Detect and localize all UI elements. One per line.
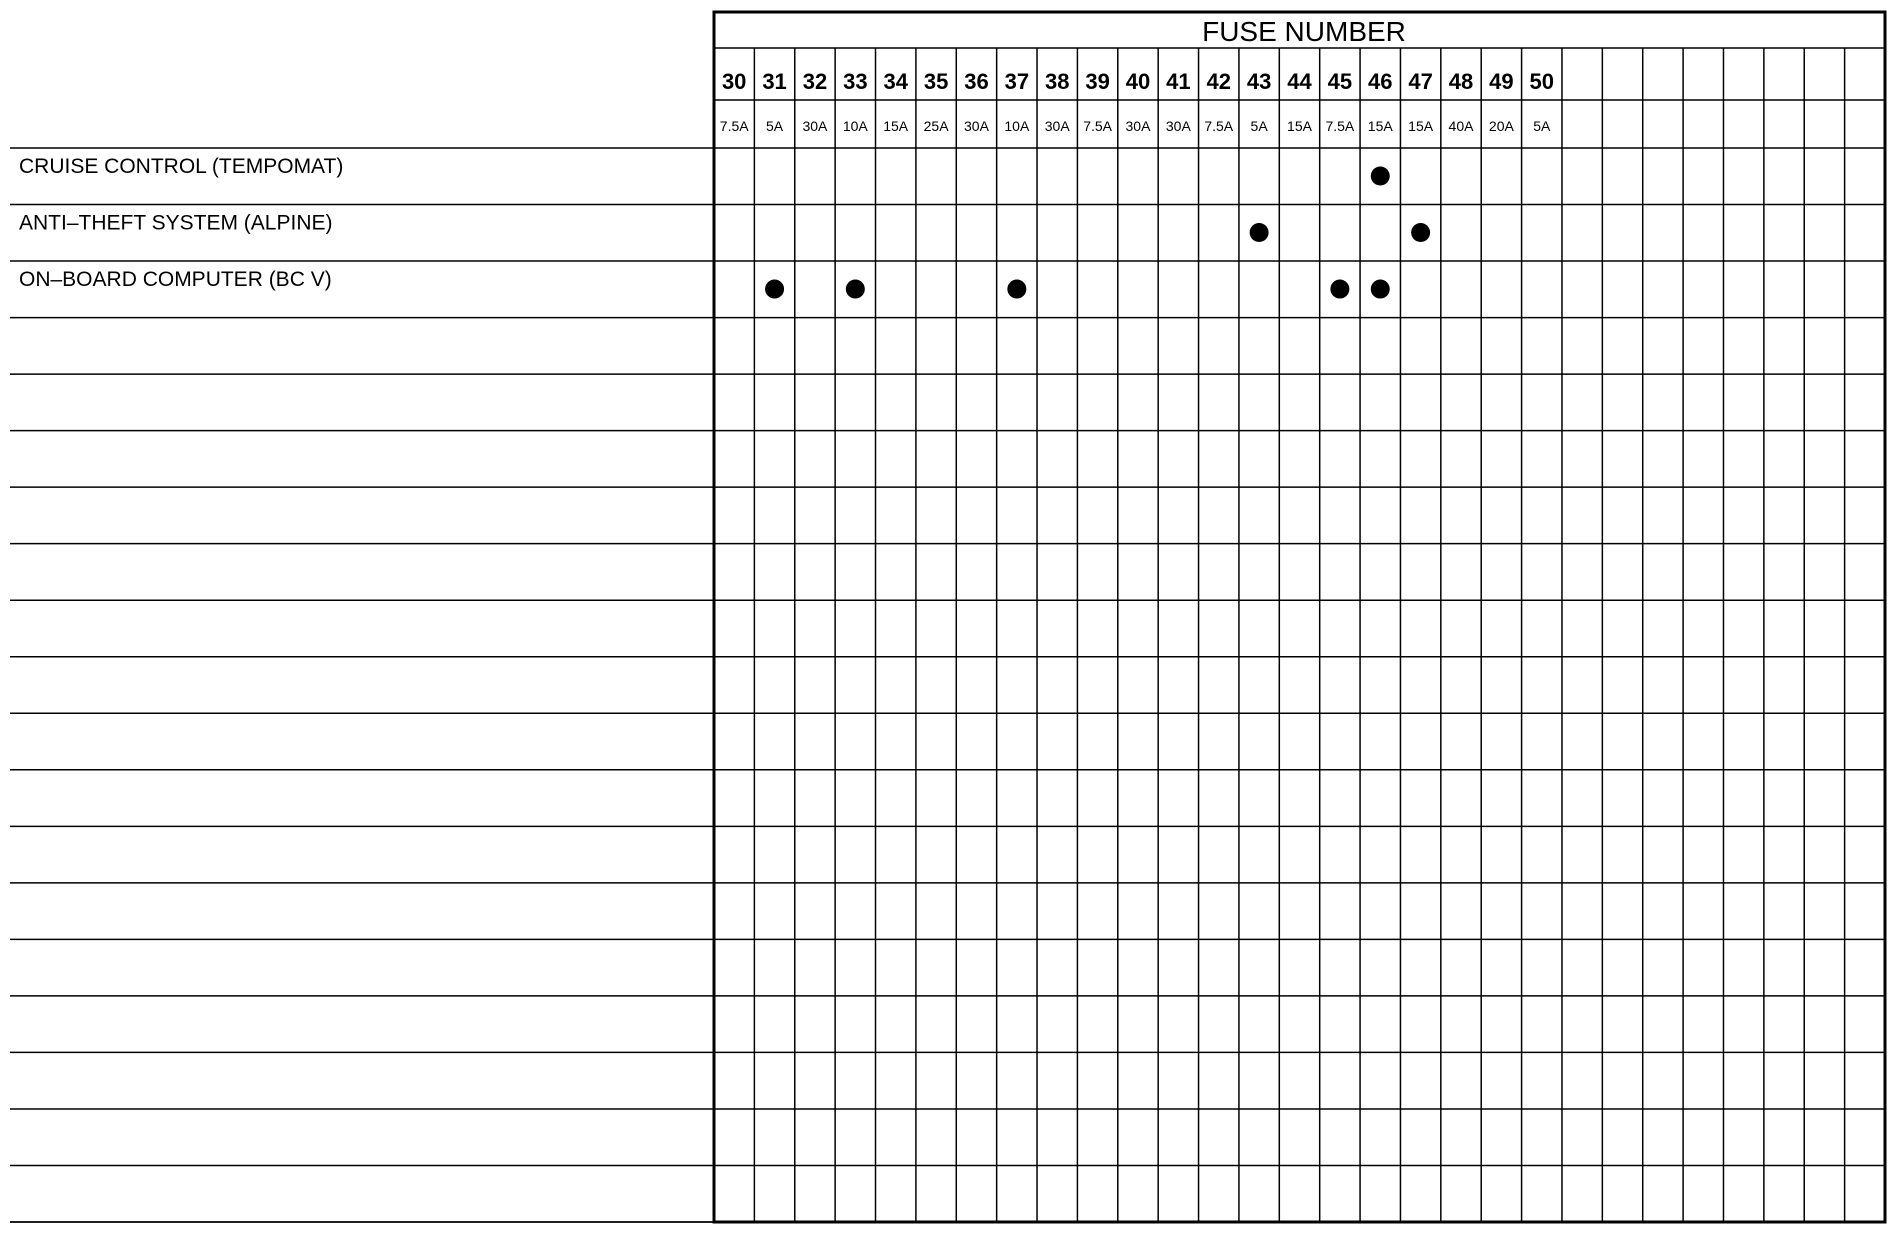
fuse-number-label: 38 [1044,69,1070,94]
fuse-rating-label: 30A [1125,118,1151,134]
circuit-label: ON–BOARD COMPUTER (BC V) [19,268,332,292]
fuse-rating-label: 25A [923,118,949,134]
fuse-marker-dot [846,280,865,299]
fuse-marker-dot [1330,280,1349,299]
fuse-number-label: 47 [1408,69,1433,94]
fuse-rating-label: 15A [883,118,909,134]
fuse-number-label: 46 [1368,69,1393,94]
fuse-rating-label: 5A [1250,118,1268,134]
fuse-grid [10,12,1885,1222]
fuse-number-title: FUSE NUMBER [1202,16,1406,47]
fuse-number-label: 39 [1085,69,1110,94]
fuse-number-label: 44 [1287,69,1312,94]
fuse-marker-dot [765,280,784,299]
fuse-marker-dot [1411,223,1430,242]
fuse-number-label: 37 [1004,69,1030,94]
fuse-marker-dot [1371,280,1390,299]
fuse-rating-label: 40A [1448,118,1474,134]
fuse-headers [720,69,1554,134]
fuse-rating-label: 15A [1287,118,1312,134]
circuit-label: CRUISE CONTROL (TEMPOMAT) [19,155,344,178]
fuse-number-label: 31 [762,69,787,94]
fuse-number-label: 34 [883,69,908,94]
fuse-rating-label: 30A [964,118,989,134]
circuit-label: ANTI–THEFT SYSTEM (ALPINE) [19,211,333,235]
fuse-number-label: 40 [1125,69,1151,94]
fuse-rating-label: 30A [802,118,828,134]
fuse-rating-label: 7.5A [1083,118,1113,134]
fuse-number-label: 32 [802,69,828,94]
circuit-labels [19,155,343,291]
fuse-rating-label: 10A [842,118,868,134]
fuse-number-label: 43 [1246,69,1272,94]
fuse-rating-label: 7.5A [1204,118,1234,134]
fuse-marker-dot [1007,280,1026,299]
fuse-number-label: 33 [843,69,868,94]
fuse-number-label: 35 [923,69,949,94]
fuse-rating-label: 5A [766,118,784,134]
fuse-marker-dot [1371,167,1390,186]
fuse-rating-label: 10A [1004,118,1030,134]
fuse-rating-label: 5A [1533,118,1551,134]
fuse-rating-label: 30A [1165,118,1191,134]
fuse-number-label: 45 [1327,69,1353,94]
fuse-rating-label: 7.5A [1325,118,1355,134]
fuse-number-label: 49 [1489,69,1514,94]
fuse-rating-label: 7.5A [719,118,749,134]
fuse-marker-dot [1250,223,1269,242]
fuse-rating-label: 30A [1044,118,1070,134]
fuse-rating-label: 15A [1367,118,1393,134]
fuse-number-label: 36 [964,69,989,94]
fuse-number-label: 30 [721,69,747,94]
fuse-number-label: 48 [1448,69,1474,94]
fuse-rating-label: 15A [1408,118,1434,134]
fuse-number-label: 50 [1529,69,1555,94]
fuse-number-label: 41 [1166,69,1191,94]
fuse-number-label: 42 [1206,69,1231,94]
fuse-rating-label: 20A [1488,118,1514,134]
grid-frame [714,12,1885,1222]
fuse-markers [765,167,1430,299]
